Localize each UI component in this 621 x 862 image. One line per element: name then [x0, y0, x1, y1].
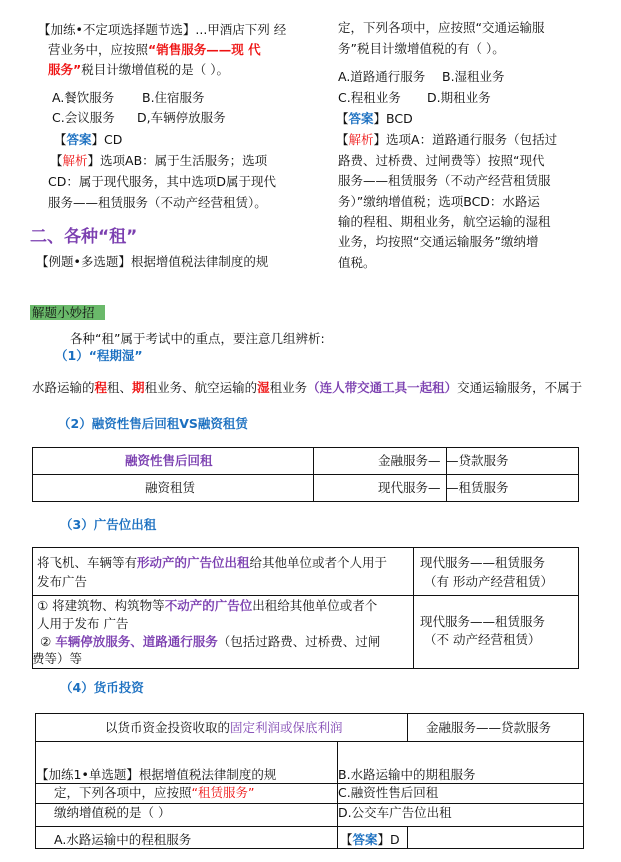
highlight-text: 车辆停放服务、道路通行服务: [55, 634, 218, 649]
text: 给其他单位或者个人用于: [249, 555, 388, 570]
analysis-line: 服务——租赁服务（不动产经营租赁服: [338, 173, 551, 188]
answer: 【答案】BCD: [336, 111, 413, 126]
subsection-title-1: （1）“程期湿”: [55, 348, 143, 363]
question-line: 【加练•不定项选择题节选】...甲酒店下列 经: [38, 22, 287, 37]
question-line: 务”税目计缴增值税的有（ ）。: [338, 41, 505, 56]
option-d: D.期租业务: [427, 90, 491, 105]
text: 选项A：道路通行服务（包括过: [386, 132, 558, 147]
analysis-line: 务）”缴纳增值税；选项BCD：水路运: [338, 194, 540, 209]
table-cell: 融资租赁: [145, 480, 196, 495]
option-a: A.水路运输中的程租服务: [54, 832, 192, 847]
highlight-text: 期: [132, 380, 145, 395]
table-cell: 人用于发布 广告: [37, 616, 129, 631]
table-cell: 现代服务——租赁服务: [420, 614, 546, 629]
table-cell: —租赁服务: [446, 480, 509, 495]
section-heading: 二、各种“租”: [30, 227, 138, 247]
text: 交通运输服务，不属于: [457, 380, 583, 395]
tips-intro: 各种“租”属于考试中的重点，要注意几组辨析:: [70, 331, 325, 346]
answer: 【答案】D: [340, 832, 400, 847]
table-cell: —贷款服务: [446, 453, 509, 468]
highlight-text: 不动产的广告位: [164, 598, 253, 613]
table-cell: 现代服务—: [378, 480, 441, 495]
option-c: C.融资性售后回租: [338, 785, 439, 800]
answer: 【答案】CD: [54, 132, 123, 147]
s1-text: [32, 380, 582, 396]
question-line: [48, 62, 229, 78]
text: （包括过路费、过桥费、过闸: [217, 634, 381, 649]
answer-label: 答案: [348, 111, 374, 126]
table-cell: （有 形动产经营租赁）: [424, 574, 553, 589]
analysis-line: 路费、过桥费、过闸费等）按照“现代: [338, 153, 545, 168]
text: ① 将建筑物、构筑物等: [37, 598, 165, 613]
table-cell: 现代服务——租赁服务: [420, 555, 546, 570]
text: 选项AB：属于生活服务；选项: [100, 153, 268, 168]
text: 租、: [107, 380, 133, 395]
analysis-line: 【解析】选项A：道路通行服务（包括过: [336, 132, 558, 147]
analysis-line: CD：属于现代服务，其中选项D属于现代: [48, 174, 276, 189]
table-cell: [37, 598, 377, 614]
analysis-label: 解析: [348, 132, 374, 147]
answer-value: BCD: [386, 111, 413, 126]
analysis-line: 服务——租赁服务（不动产经营租赁）。: [48, 195, 267, 210]
answer-label: 答案: [352, 832, 378, 847]
text: 租业务、航空运输的: [144, 380, 258, 395]
answer-value: D: [390, 832, 400, 847]
answer-label: 答案: [66, 132, 92, 147]
analysis-line: 值税。: [338, 255, 376, 270]
highlight-text: 湿: [257, 380, 270, 395]
table-cell: [37, 555, 387, 571]
text: 出租给其他单位或者个: [252, 598, 378, 613]
table-cell: （不 动产经营租赁）: [424, 632, 541, 647]
table-cell: [40, 634, 380, 650]
highlight-text: 服务”: [48, 62, 82, 77]
analysis-line: 【解析】选项AB：属于生活服务；选项: [50, 153, 268, 168]
tips-badge: 解题小妙招: [30, 305, 105, 320]
option-d: D,车辆停放服务: [137, 110, 226, 125]
highlight-text: 程: [94, 380, 108, 395]
highlight-text: 形动产的广告位出租: [137, 555, 250, 570]
table-cell: [105, 720, 343, 736]
question-line: 定，下列各项中，应按照“交通运输服: [338, 20, 545, 35]
subsection-title-2: （2）融资性售后回租VS融资租赁: [58, 416, 248, 431]
option-a: A.餐饮服务: [52, 90, 115, 105]
answer-value: CD: [104, 132, 123, 147]
highlight-text: “销售服务——现 代: [148, 42, 261, 57]
option-b: B.湿租业务: [442, 69, 505, 84]
highlight-text: 固定利润或保底利润: [230, 720, 343, 735]
highlight-text: （连人带交通工具一起租）: [307, 380, 458, 395]
option-c: C.程租业务: [338, 90, 401, 105]
option-b: B.水路运输中的期租服务: [338, 767, 476, 782]
table-cell: 融资性售后回租: [125, 453, 213, 468]
question-line: 【加练1•单选题】根据增值税法律制度的规: [36, 767, 277, 782]
table-cell: 发布广告: [37, 574, 88, 589]
text: 税目计缴增值税的是（ ）。: [81, 62, 229, 77]
text: ②: [40, 634, 52, 649]
subsection-title-3: （3）广告位出租: [60, 517, 157, 532]
table-cell: 金融服务——贷款服务: [426, 720, 552, 735]
question-line: [54, 785, 254, 801]
text: 水路运输的: [32, 380, 95, 395]
option-b: B.住宿服务: [142, 90, 205, 105]
table-cell: 费等）等: [32, 651, 83, 666]
question-line: 缴纳增值税的是（ ）: [54, 805, 171, 820]
option-d: D.公交车广告位出租: [338, 805, 452, 820]
text: 租业务: [269, 380, 308, 395]
text: 定，下列各项中，应按照: [54, 785, 192, 800]
table-cell: 金融服务—: [378, 453, 441, 468]
text: 以货币资金投资收取的: [105, 720, 231, 735]
text: 营业务中，应按照: [48, 42, 149, 57]
example-line: 【例题•多选题】根据增值税法律制度的规: [36, 254, 269, 269]
option-a: A.道路通行服务: [338, 69, 426, 84]
subsection-title-4: （4）货币投资: [60, 680, 144, 695]
text: 将飞机、车辆等有: [37, 555, 138, 570]
option-c: C.会议服务: [52, 110, 115, 125]
highlight-text: “租赁服务”: [191, 785, 255, 800]
analysis-line: 业务，均按照“交通运输服务”缴纳增: [338, 234, 539, 249]
question-line: [48, 42, 261, 58]
analysis-label: 解析: [62, 153, 88, 168]
analysis-line: 输的程租、期租业务，航空运输的湿租: [338, 214, 551, 229]
